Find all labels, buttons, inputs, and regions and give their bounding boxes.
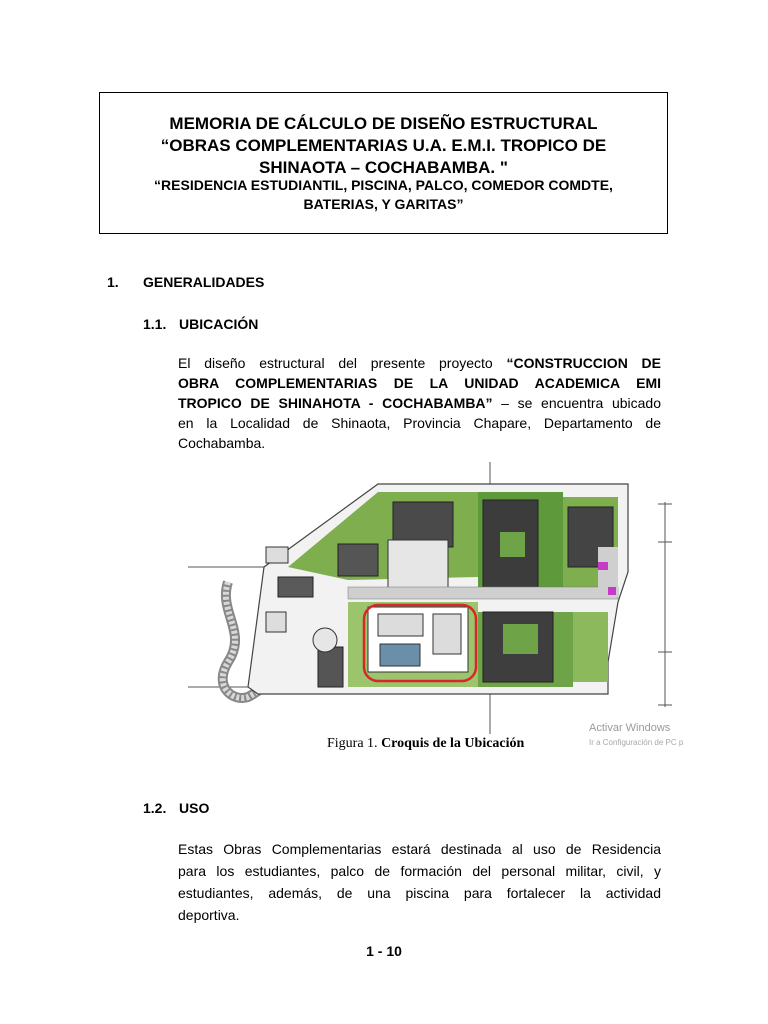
title-line-3: SHINAOTA – COCHABAMBA. " xyxy=(259,158,508,177)
section-1-2-heading: USO xyxy=(179,800,210,816)
section-1-2-number: 1.2. xyxy=(143,800,167,816)
section-1-1-number: 1.1. xyxy=(143,316,167,332)
paragraph-line: OBRA COMPLEMENTARIAS DE LA UNIDAD ACADEMICA EMI xyxy=(178,375,661,391)
ubicacion-paragraph xyxy=(178,353,661,453)
paragraph-line: estudiantes, además, de una piscina para fortalecer la actividad xyxy=(178,885,661,901)
document-title-box xyxy=(99,92,668,234)
activate-windows-subtext: Ir a Configuración de PC p xyxy=(589,738,684,747)
site-location-plan xyxy=(188,462,692,760)
title-line-2: “OBRAS COMPLEMENTARIAS U.A. E.M.I. TROPICO DE xyxy=(160,136,607,155)
paragraph-line: TROPICO DE SHINAHOTA - COCHABAMBA” – se encuentra ubicado xyxy=(178,395,661,411)
paragraph-line: para los estudiantes, palco de formación del personal militar, civil, y xyxy=(178,863,661,879)
section-1-1-heading: UBICACIÓN xyxy=(179,316,259,332)
paragraph-line: deportiva. xyxy=(178,907,240,923)
title-line-1: MEMORIA DE CÁLCULO DE DISEÑO ESTRUCTURAL xyxy=(169,114,598,133)
paragraph-line: El diseño estructural del presente proyecto “CONSTRUCCION DE xyxy=(178,355,662,371)
subtitle xyxy=(100,176,667,214)
paragraph-line: en la Localidad de Shinaota, Provincia Chapare, Departamento de xyxy=(178,415,661,431)
subtitle-line-2: BATERIAS, Y GARITAS” xyxy=(303,196,464,212)
paragraph-line: Estas Obras Complementarias estará destinada al uso de Residencia xyxy=(178,841,661,857)
main-title xyxy=(100,113,667,179)
section-1-heading: GENERALIDADES xyxy=(143,274,265,290)
page-number: 1 - 10 xyxy=(366,943,402,959)
uso-paragraph xyxy=(178,838,661,926)
subtitle-line-1: “RESIDENCIA ESTUDIANTIL, PISCINA, PALCO, COMEDOR COMDTE, xyxy=(154,177,613,193)
section-1-number: 1. xyxy=(107,274,119,290)
activate-windows-watermark: Activar Windows xyxy=(589,722,671,734)
figure-caption: Figura 1. Croquis de la Ubicación xyxy=(327,736,525,751)
paragraph-line: Cochabamba. xyxy=(178,435,266,451)
